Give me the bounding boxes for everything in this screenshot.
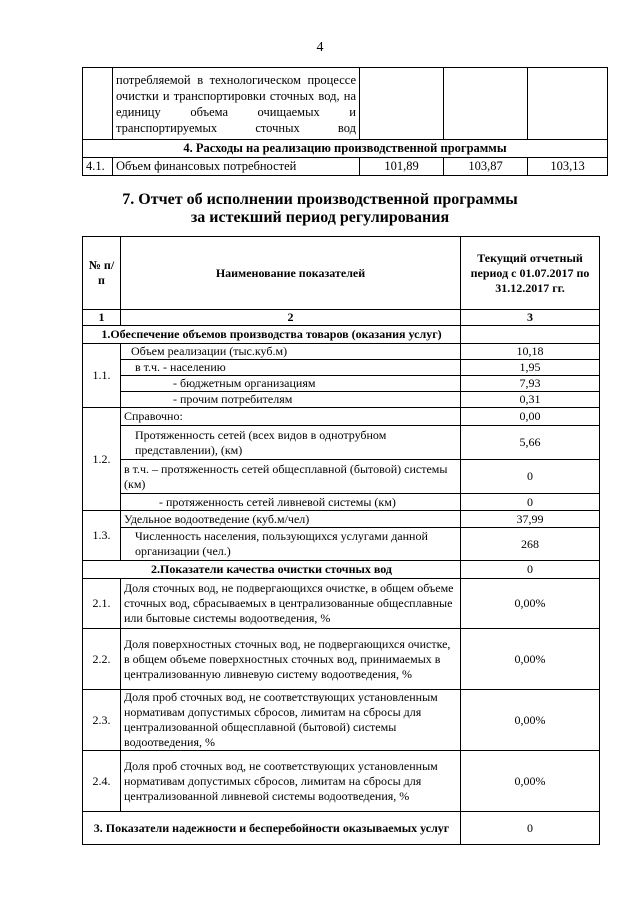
row-name: в т.ч. - населению <box>121 360 461 376</box>
row-name: Протяженность сетей (всех видов в однотрубном представлении), (км) <box>121 426 461 460</box>
section7-title-line2: за истекший период регулирования <box>190 209 450 226</box>
row-value: 268 <box>461 528 600 561</box>
row-value: 0,31 <box>461 392 600 408</box>
cell-empty <box>461 326 600 344</box>
row-name: Доля проб сточных вод, не соответствующих установленным нормативам допустимых сбросов, лимитам на сбросы для централизованной общесплавной (бытовой) системы водоотведения, % <box>121 690 461 751</box>
row-name: - протяженность сетей ливневой системы (км) <box>121 494 461 511</box>
row-num-1-3: 1.3. <box>83 511 121 561</box>
row-num-1-2: 1.2. <box>83 408 121 511</box>
row-value: 10,18 <box>461 344 600 360</box>
group3-value: 0 <box>461 812 600 845</box>
row-name: Объем финансовых потребностей <box>113 158 360 176</box>
row-value: 0 <box>461 460 600 494</box>
page-number: 4 <box>316 40 324 55</box>
col-number-2: 2 <box>121 310 461 326</box>
row-value: 5,66 <box>461 426 600 460</box>
cell-empty <box>528 68 608 140</box>
row-name: в т.ч. – протяженность сетей общесплавной (бытовой) системы (км) <box>121 460 461 494</box>
row-name: Удельное водоотведение (куб.м/чел) <box>121 511 461 528</box>
section7-title-line1: 7. Отчет об исполнении производственной программы <box>122 191 518 208</box>
group2-value: 0 <box>461 561 600 579</box>
row-value: 7,93 <box>461 376 600 392</box>
row-value: 0,00% <box>461 690 600 751</box>
cell-empty <box>444 68 528 140</box>
row-name: - прочим потребителям <box>121 392 461 408</box>
row-num-2-1: 2.1. <box>83 579 121 629</box>
production-program-table <box>82 67 608 176</box>
row-value: 37,99 <box>461 511 600 528</box>
row-num-2-4: 2.4. <box>83 751 121 812</box>
row-value: 1,95 <box>461 360 600 376</box>
cell-empty <box>360 68 444 140</box>
col-number-1: 1 <box>83 310 121 326</box>
row-name: Численность населения, пользующихся услугами данной организации (чел.) <box>121 528 461 561</box>
header-period: Текущий отчетный период с 01.07.2017 по 31.12.2017 гг. <box>461 237 600 310</box>
row-value-2: 103,87 <box>444 158 528 176</box>
row-value: 0,00% <box>461 579 600 629</box>
row-name: Доля проб сточных вод, не соответствующих установленным нормативам допустимых сбросов, лимитам на сбросы для централизованной ливневой системы водоотведения, % <box>121 751 461 812</box>
row-num-2-2: 2.2. <box>83 629 121 690</box>
row-num-2-3: 2.3. <box>83 690 121 751</box>
continuation-text-cell <box>113 68 360 140</box>
group1-title: 1.Обеспечение объемов производства товаров (оказания услуг) <box>83 326 461 344</box>
row-value: 0,00% <box>461 629 600 690</box>
row-value: 0 <box>461 494 600 511</box>
row-num: 4.1. <box>83 158 113 176</box>
section4-title: 4. Расходы на реализацию производственной программы <box>83 140 608 158</box>
cell-empty <box>83 68 113 140</box>
row-value-1: 101,89 <box>360 158 444 176</box>
row-name: Доля поверхностных сточных вод, не подвергающихся очистке, в общем объеме поверхностных сточных вод, принимаемых в централизованную ливневую систему водоотведения, % <box>121 629 461 690</box>
row-value-3: 103,13 <box>528 158 608 176</box>
report-table <box>82 236 600 845</box>
row-name: - бюджетным организациям <box>121 376 461 392</box>
header-num: № п/п <box>83 237 121 310</box>
header-name: Наименование показателей <box>121 237 461 310</box>
continuation-text: потребляемой в технологическом процессе очистки и транспортировки сточных вод, на единицу объема очищаемых и транспортируемых сточных вод <box>116 72 356 135</box>
group3-title: 3. Показатели надежности и бесперебойности оказываемых услуг <box>83 812 461 845</box>
row-name: Справочно: <box>121 408 461 426</box>
row-value: 0,00 <box>461 408 600 426</box>
group2-title: 2.Показатели качества очистки сточных вод <box>83 561 461 579</box>
col-number-3: 3 <box>461 310 600 326</box>
row-num-1-1: 1.1. <box>83 344 121 408</box>
row-value: 0,00% <box>461 751 600 812</box>
row-name: Доля сточных вод, не подвергающихся очистке, в общем объеме сточных вод, сбрасываемых в централизованные общесплавные или бытовые системы водоотведения, % <box>121 579 461 629</box>
row-name: Объем реализации (тыс.куб.м) <box>121 344 461 360</box>
